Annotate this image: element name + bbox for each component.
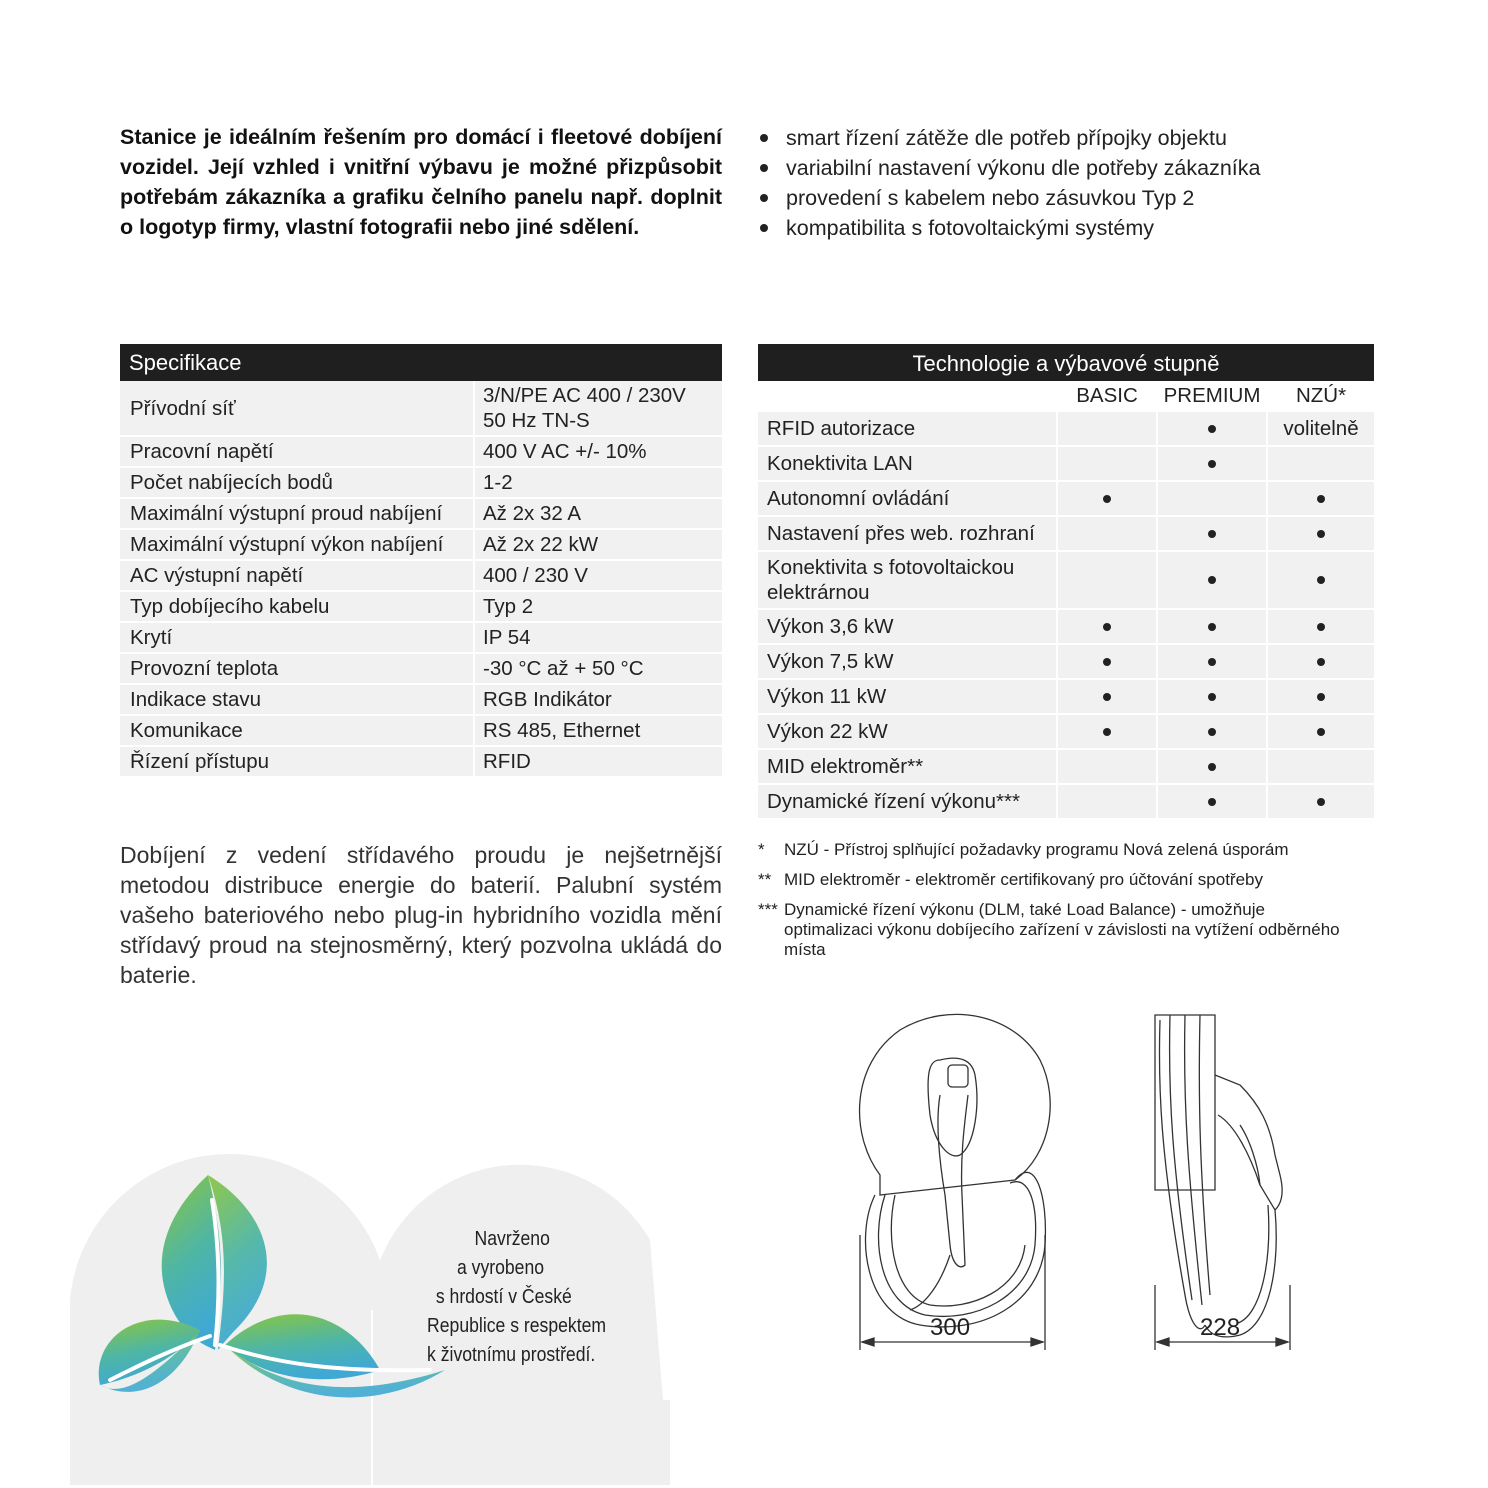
- footnote: ** MID elektroměr - elektroměr certifikovaný pro účtování spotřeby: [758, 870, 1264, 889]
- tech-feature-label: Výkon 3,6 kW: [758, 610, 1058, 643]
- spec-row: [120, 716, 722, 747]
- tech-feature-label: Nastavení přes web. rozhraní: [758, 517, 1058, 550]
- tech-nzu-cell: [1268, 750, 1374, 783]
- spec-row: [120, 561, 722, 592]
- included-dot-icon: [1208, 763, 1216, 771]
- spec-label: AC výstupní napětí: [120, 561, 475, 590]
- tech-row: [758, 750, 1374, 785]
- tech-basic-cell: [1058, 610, 1158, 643]
- badge-line: Republice s respektem: [427, 1315, 607, 1337]
- spec-value: 400 / 230 V: [483, 564, 588, 587]
- tech-nzu-cell: volitelně: [1283, 417, 1359, 440]
- included-dot-icon: [1208, 425, 1216, 433]
- charger-dimension-drawing: [840, 1005, 1310, 1365]
- spec-value: RS 485, Ethernet: [483, 719, 641, 742]
- tech-row: [758, 645, 1374, 680]
- tech-premium-cell: [1158, 715, 1268, 748]
- tech-premium-cell: [1158, 517, 1268, 550]
- included-dot-icon: [1317, 798, 1325, 806]
- included-dot-icon: [1208, 530, 1216, 538]
- feature-item: variabilní nastavení výkonu dle potřeby zákazníka: [758, 153, 1378, 183]
- spec-table-body: [120, 381, 722, 776]
- badge-line: a vyrobeno: [456, 1257, 545, 1279]
- feature-item: smart řízení zátěže dle potřeb přípojky objektu: [758, 123, 1378, 153]
- tech-premium-cell: [1158, 482, 1268, 515]
- included-dot-icon: [1317, 728, 1325, 736]
- tech-premium-cell: [1158, 552, 1268, 608]
- feature-list: [758, 123, 1378, 243]
- footnotes: [758, 840, 1358, 970]
- included-dot-icon: [1208, 728, 1216, 736]
- spec-row: [120, 654, 722, 685]
- footnote: * NZÚ - Přístroj splňující požadavky programu Nová zelená úsporám: [758, 840, 1289, 859]
- tech-col-basic: BASIC: [1058, 381, 1158, 410]
- spec-table-title: Specifikace: [120, 344, 722, 381]
- bullet-icon: [760, 134, 768, 142]
- included-dot-icon: [1103, 728, 1111, 736]
- spec-value: Typ 2: [483, 595, 534, 618]
- included-dot-icon: [1208, 460, 1216, 468]
- feature-item: provedení s kabelem nebo zásuvkou Typ 2: [758, 183, 1378, 213]
- tech-row: [758, 447, 1374, 482]
- tech-feature-label: Výkon 22 kW: [758, 715, 1058, 748]
- spec-value: 3/N/PE AC 400 / 230V 50 Hz TN-S: [483, 384, 686, 432]
- spec-label: Typ dobíjecího kabelu: [120, 592, 475, 621]
- tech-feature-label: MID elektroměr**: [758, 750, 1058, 783]
- spec-value: -30 °C až + 50 °C: [483, 657, 644, 680]
- tech-basic-cell: [1058, 785, 1158, 818]
- tech-table-header-row: [758, 381, 1374, 412]
- tech-row: [758, 482, 1374, 517]
- included-dot-icon: [1317, 693, 1325, 701]
- included-dot-icon: [1317, 495, 1325, 503]
- spec-label: Počet nabíjecích bodů: [120, 468, 475, 497]
- badge-line: k životnímu prostředí.: [427, 1344, 596, 1366]
- bullet-icon: [760, 164, 768, 172]
- front-view-housing: [860, 1014, 1051, 1195]
- tech-basic-cell: [1058, 517, 1158, 550]
- bullet-icon: [760, 224, 768, 232]
- included-dot-icon: [1208, 658, 1216, 666]
- spec-label: Řízení přístupu: [120, 747, 475, 776]
- included-dot-icon: [1317, 530, 1325, 538]
- tech-premium-cell: [1158, 645, 1268, 678]
- tech-row: [758, 610, 1374, 645]
- badge-line: s hrdostí v České: [435, 1286, 572, 1308]
- tech-premium-cell: [1158, 680, 1268, 713]
- tech-feature-label: Výkon 7,5 kW: [758, 645, 1058, 678]
- bullet-icon: [760, 194, 768, 202]
- tech-col-nzu: NZÚ*: [1295, 384, 1347, 407]
- tech-feature-label: Výkon 11 kW: [758, 680, 1058, 713]
- tech-basic-cell: [1058, 645, 1158, 678]
- spec-row: [120, 468, 722, 499]
- included-dot-icon: [1208, 798, 1216, 806]
- included-dot-icon: [1103, 495, 1111, 503]
- tech-basic-cell: [1058, 680, 1158, 713]
- spec-value: Až 2x 22 kW: [483, 533, 599, 556]
- spec-value: 400 V AC +/- 10%: [483, 440, 647, 463]
- included-dot-icon: [1208, 576, 1216, 584]
- spec-label: Maximální výstupní výkon nabíjení: [120, 530, 475, 559]
- spec-row: [120, 499, 722, 530]
- tech-nzu-cell: [1268, 517, 1374, 550]
- spec-value: IP 54: [483, 626, 531, 649]
- tech-premium-cell: [1158, 447, 1268, 480]
- spec-label: Maximální výstupní proud nabíjení: [120, 499, 475, 528]
- tech-row: [758, 680, 1374, 715]
- tech-basic-cell: [1058, 412, 1158, 445]
- included-dot-icon: [1317, 658, 1325, 666]
- badge-line: Navrženo: [474, 1228, 550, 1250]
- tech-nzu-cell: [1268, 447, 1374, 480]
- tech-basic-cell: [1058, 552, 1158, 608]
- spec-row: [120, 530, 722, 561]
- spec-label: Komunikace: [120, 716, 475, 745]
- tech-row: [758, 715, 1374, 750]
- tech-feature-label: Autonomní ovládání: [758, 482, 1058, 515]
- tech-nzu-cell: [1268, 715, 1374, 748]
- included-dot-icon: [1208, 693, 1216, 701]
- tech-row: [758, 517, 1374, 552]
- side-width-label: 228: [1200, 1314, 1241, 1341]
- tech-row: [758, 785, 1374, 820]
- spec-label: Provozní teplota: [120, 654, 475, 683]
- tech-row: [758, 412, 1374, 447]
- tech-feature-label: Dynamické řízení výkonu***: [758, 785, 1058, 818]
- tech-basic-cell: [1058, 482, 1158, 515]
- spec-row: [120, 747, 722, 776]
- tech-col-premium: PREMIUM: [1158, 381, 1268, 410]
- tech-premium-cell: [1158, 610, 1268, 643]
- spec-value: 1-2: [483, 471, 513, 494]
- spec-row: [120, 623, 722, 654]
- tech-premium-cell: [1158, 412, 1268, 445]
- spec-value: RGB Indikátor: [483, 688, 612, 711]
- tech-nzu-cell: [1268, 645, 1374, 678]
- spec-row: [120, 592, 722, 623]
- included-dot-icon: [1103, 693, 1111, 701]
- tech-table-body: [758, 412, 1374, 820]
- intro-text: Stanice je ideálním řešením pro domácí i fleetové dobíjení vozidel. Její vzhled i vnitřní výbavu je možné přizpůsobit potřebám zákazníka a grafiku čelního panelu např. doplnit o logotyp firmy, vlastní fotografii nebo jiné sdělení.: [120, 125, 722, 239]
- tech-table-title: Technologie a výbavové stupně: [758, 344, 1374, 381]
- tech-nzu-cell: [1268, 552, 1374, 608]
- spec-value: RFID: [483, 750, 531, 773]
- tech-row: [758, 552, 1374, 610]
- feature-item: kompatibilita s fotovoltaickými systémy: [758, 213, 1378, 243]
- tech-table: [758, 344, 1374, 820]
- front-width-label: 300: [930, 1314, 971, 1341]
- included-dot-icon: [1317, 576, 1325, 584]
- tech-nzu-cell: [1268, 680, 1374, 713]
- tech-feature-label: Konektivita LAN: [758, 447, 1058, 480]
- spec-label: Krytí: [120, 623, 475, 652]
- tech-premium-cell: [1158, 785, 1268, 818]
- tech-feature-label: Konektivita s fotovoltaickou elektrárnou: [758, 552, 1058, 608]
- spec-label: Přívodní síť: [120, 381, 475, 435]
- included-dot-icon: [1103, 623, 1111, 631]
- ac-charging-paragraph: Dobíjení z vedení střídavého proudu je nejšetrnější metodou distribuce energie do baterií. Palubní systém vašeho bateriového nebo plug-in hybridního vozidla mění střídavý proud na stejnosměrný, který pozvolna ukládá do baterie.: [120, 842, 722, 988]
- tech-basic-cell: [1058, 447, 1158, 480]
- tech-basic-cell: [1058, 750, 1158, 783]
- included-dot-icon: [1208, 623, 1216, 631]
- tech-basic-cell: [1058, 715, 1158, 748]
- tech-premium-cell: [1158, 750, 1268, 783]
- tech-feature-label: RFID autorizace: [758, 412, 1058, 445]
- spec-label: Pracovní napětí: [120, 437, 475, 466]
- spec-row: [120, 685, 722, 716]
- spec-row: [120, 381, 722, 437]
- included-dot-icon: [1317, 623, 1325, 631]
- spec-label: Indikace stavu: [120, 685, 475, 714]
- badge-text: [420, 1225, 631, 1370]
- tech-nzu-cell: [1268, 482, 1374, 515]
- spec-value: Až 2x 32 A: [483, 502, 582, 525]
- tech-nzu-cell: [1268, 610, 1374, 643]
- spec-table: [120, 344, 722, 776]
- tech-header-empty: [758, 381, 1058, 410]
- spec-row: [120, 437, 722, 468]
- footnote: *** Dynamické řízení výkonu (DLM, také Load Balance) - umožňuje optimalizaci výkonu dobíjecího zařízení v závislosti na vytížení odběrného místa: [758, 900, 1340, 959]
- tech-nzu-cell: [1268, 785, 1374, 818]
- included-dot-icon: [1103, 658, 1111, 666]
